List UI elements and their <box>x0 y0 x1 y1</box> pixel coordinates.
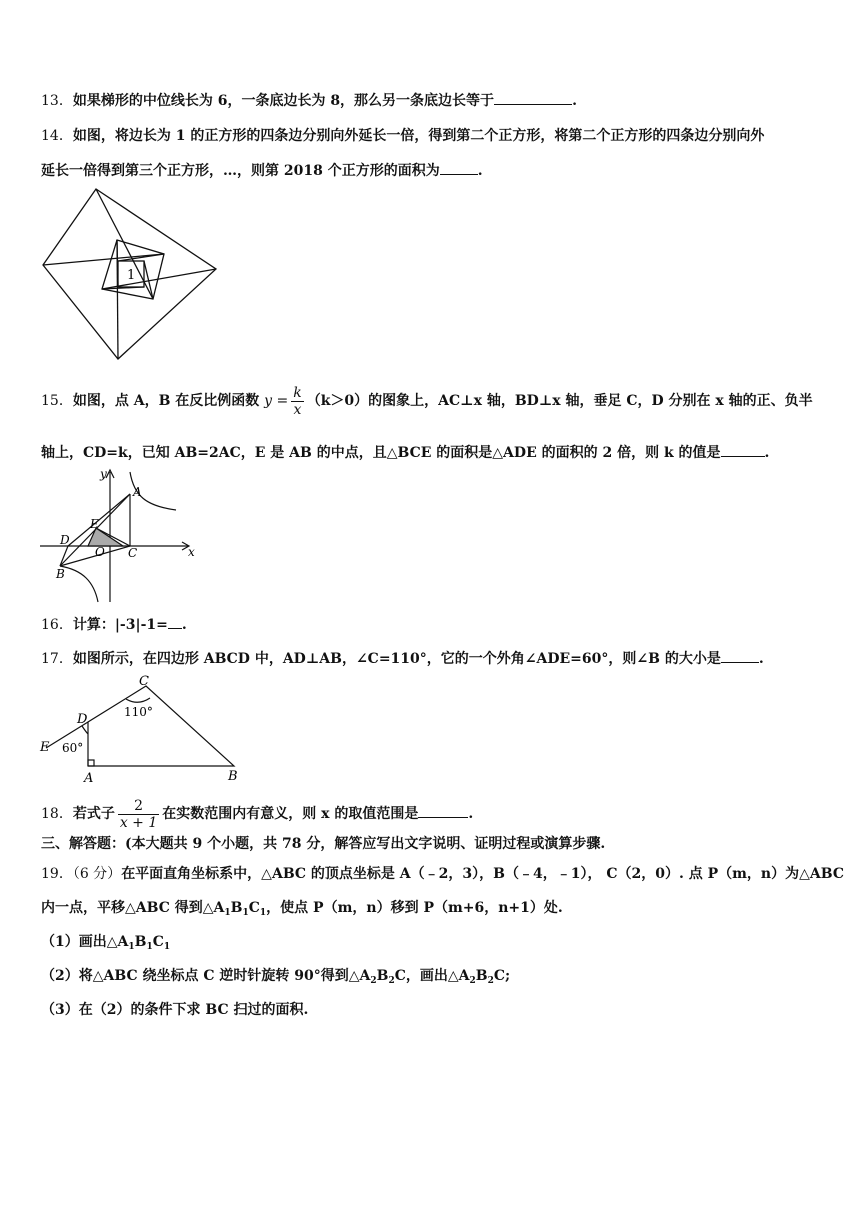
subscript: 1 <box>163 942 171 952</box>
question-number: 19． <box>41 866 73 882</box>
fraction-2-over-x-plus-1 <box>118 798 159 831</box>
subscript: 1 <box>128 942 135 952</box>
question-16 <box>41 614 187 635</box>
question-19-part-2 <box>41 966 510 991</box>
question-19-line-2 <box>41 898 563 923</box>
question-text-cont: 在实数范围内有意义，则 x 的取值范围是 <box>162 806 419 822</box>
label-E: E <box>90 517 99 531</box>
period: . <box>758 651 764 667</box>
label-E: E <box>40 740 50 755</box>
question-15-line-1 <box>41 384 813 418</box>
text-part: B <box>376 968 389 984</box>
question-13 <box>41 90 577 111</box>
denominator: x + 1 <box>119 814 158 831</box>
question-text: 轴上，CD=k，已知 AB=2AC，E 是 AB 的中点，且△BCE 的面积是△ADE 的面积的 2 倍，则 k 的值是 <box>41 445 721 461</box>
text-part: （1）画出△A <box>41 934 129 950</box>
text-part: （3）在（2）的条件下求 BC 扫过的面积. <box>41 1002 309 1018</box>
angle-C-arc <box>126 698 150 702</box>
question-text: 若式子 <box>72 806 115 822</box>
fraction-k-over-x <box>291 385 303 418</box>
answer-blank[interactable] <box>418 803 468 818</box>
subscript: 1 <box>242 908 249 918</box>
question-number: 16． <box>41 617 73 633</box>
text-part: C; <box>493 968 511 984</box>
question-text: 延长一倍得到第三个正方形，…，则第 2018 个正方形的面积为 <box>41 163 440 179</box>
label-x: x <box>188 545 195 559</box>
question-text-cont: （k＞0）的图象上，AC⊥x 轴，BD⊥x 轴，垂足 C，D 分别在 x 轴的正、负半 <box>306 393 813 409</box>
question-text: 如图，将边长为 1 的正方形的四条边分别向外延长一倍，得到第二个正方形，将第二个正方形的四条边分别向外 <box>72 128 765 144</box>
label-C: C <box>139 674 149 689</box>
text-part: （2）将△ABC 绕坐标点 C 逆时针旋转 90°得到△A <box>41 968 371 984</box>
period: . <box>764 445 770 461</box>
text-part: 内一点，平移△ABC 得到△A <box>41 900 225 916</box>
label-D: D <box>60 533 70 547</box>
subscript: 1 <box>224 908 231 918</box>
question-number: 17． <box>41 651 73 667</box>
period: . <box>572 93 577 109</box>
question-text: 如图所示，在四边形 ABCD 中，AD⊥AB，∠C=110°，它的一个外角∠ADE=60°，则∠B 的大小是 <box>72 651 721 667</box>
subscript: 2 <box>487 976 494 986</box>
period: . <box>181 617 187 633</box>
answer-blank[interactable] <box>494 90 572 105</box>
question-19-part-3 <box>41 1000 308 1020</box>
function-y: y = <box>264 393 289 409</box>
question-14-line-2 <box>41 160 483 181</box>
quadrilateral-ABCD <box>88 686 234 766</box>
numerator: k <box>293 384 302 401</box>
hyperbola-figure <box>38 466 208 606</box>
nested-squares-figure <box>40 185 230 365</box>
answer-blank[interactable] <box>168 614 182 629</box>
text-part: B <box>134 934 147 950</box>
label-C: C <box>128 546 138 560</box>
question-text: 如图，点 A，B 在反比例函数 <box>72 393 260 409</box>
question-text: 如果梯形的中位线长为 6，一条底边长为 8，那么另一条底边长等于 <box>72 93 495 109</box>
question-text: 在平面直角坐标系中，△ABC 的顶点坐标是 A（﹣2，3），B（﹣4，﹣1）， C（2，0）. 点 P（m，n）为△ABC <box>121 866 844 882</box>
subscript: 2 <box>469 976 476 986</box>
question-number: 14． <box>41 128 73 144</box>
section-heading-text: 三、解答题：(本大题共 9 个小题，共 78 分，解答应写出文字说明、证明过程或演算步骤. <box>41 836 606 852</box>
label-O: O <box>95 545 105 559</box>
denominator: x <box>293 401 302 418</box>
label-A: A <box>84 771 94 786</box>
question-19-part-1 <box>41 932 170 957</box>
period: . <box>477 163 483 179</box>
period: . <box>468 806 474 822</box>
text-part: C <box>248 900 260 916</box>
question-17 <box>41 648 764 669</box>
question-text: 计算：|-3|-1= <box>72 617 168 633</box>
label-B: B <box>228 769 238 784</box>
angle-D-label: 60° <box>62 741 84 755</box>
square-label: 1 <box>127 268 136 283</box>
question-14-line-1 <box>41 126 764 146</box>
subscript: 2 <box>370 976 377 986</box>
label-D: D <box>77 712 88 727</box>
text-part: B <box>230 900 243 916</box>
question-number: 18． <box>41 806 73 822</box>
angle-C-label: 110° <box>124 705 153 719</box>
numerator: 2 <box>134 797 143 814</box>
text-part: C <box>152 934 164 950</box>
question-number: 13． <box>41 93 73 109</box>
answer-blank[interactable] <box>721 648 759 663</box>
answer-blank[interactable] <box>721 442 765 457</box>
label-y: y <box>100 467 107 481</box>
score: （6 分） <box>72 866 122 882</box>
subscript: 2 <box>388 976 395 986</box>
section-3-heading <box>41 834 605 854</box>
label-B: B <box>56 567 65 581</box>
answer-blank[interactable] <box>440 160 478 175</box>
right-angle-mark <box>88 760 94 766</box>
label-A: A <box>133 485 142 499</box>
question-number: 15． <box>41 393 73 409</box>
text-part: B <box>475 968 488 984</box>
text-part: ，使点 P（m，n）移到 P（m+6，n+1）处. <box>266 900 563 916</box>
question-19-line-1 <box>41 864 844 884</box>
question-18 <box>41 796 473 832</box>
quadrilateral-figure <box>38 672 248 786</box>
question-15-line-2 <box>41 442 769 463</box>
subscript: 1 <box>146 942 153 952</box>
angle-D-arc <box>82 726 88 734</box>
subscript: 1 <box>259 908 267 918</box>
hyperbola-branch-2 <box>60 566 98 602</box>
text-part: C，画出△A <box>394 968 470 984</box>
